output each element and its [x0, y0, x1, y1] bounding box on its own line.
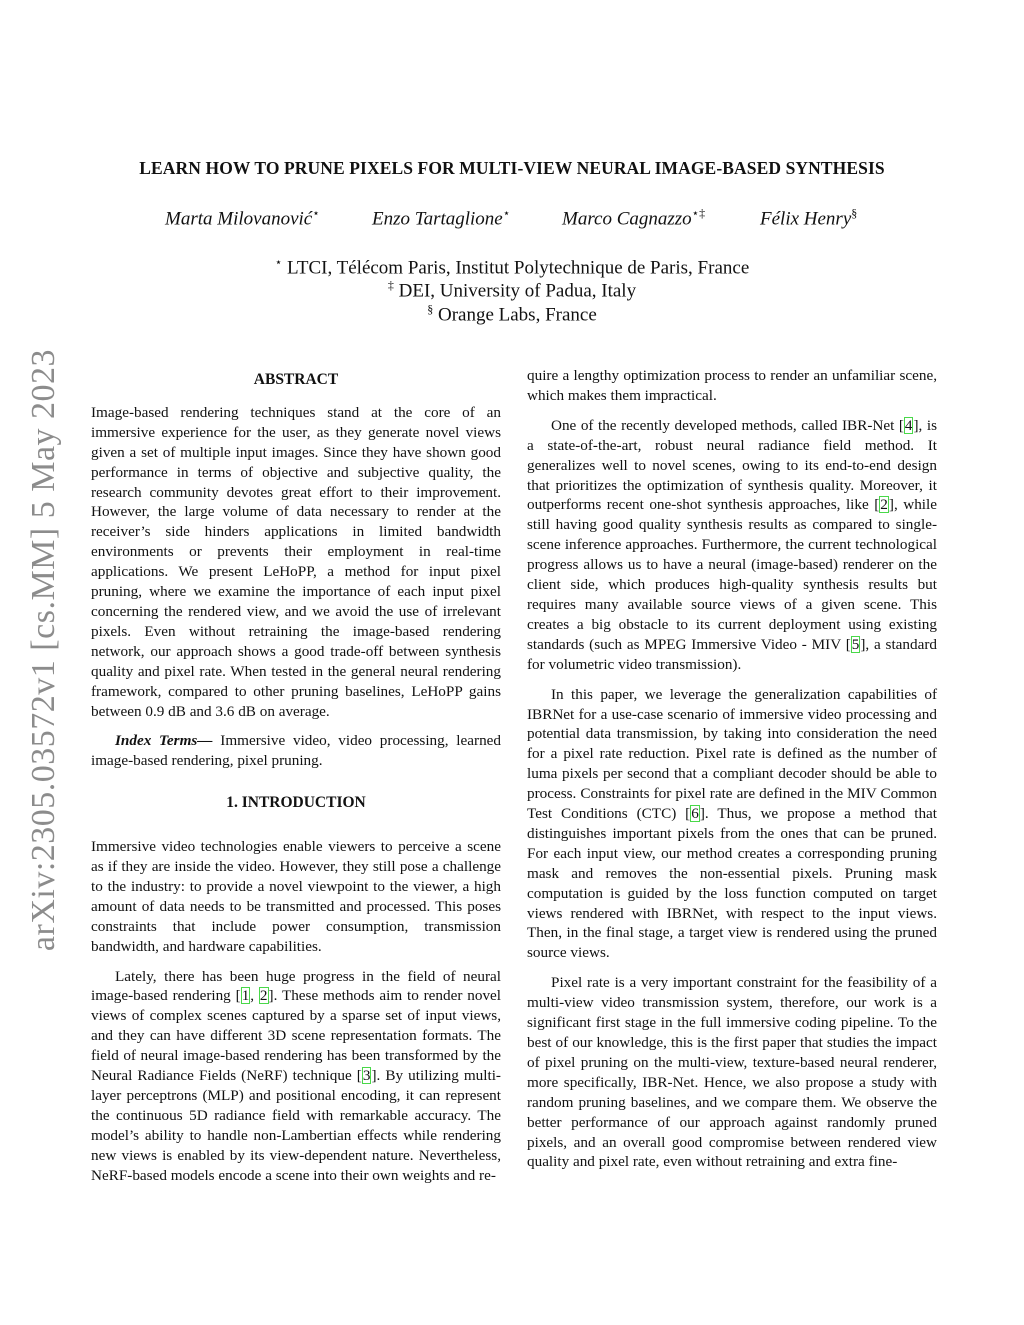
author-3: Marco Cagnazzo⋆‡ [562, 206, 706, 230]
intro-paragraph-1: Immersive video technologies enable viewers to perceive a scene as if they are inside the video. However, they still pose a challenge to the industry: to provide a novel viewpoint to the viewer, a high amount of data needs to be transmitted and processed. This poses constraints that include power consumption, transmission bandwidth, and hardware capabilities. [91, 838, 501, 955]
abstract-heading: ABSTRACT [253, 371, 339, 388]
abstract-text: Image-based rendering techniques stand at the core of an immersive experience for the user, as they generate novel views given a set of multiple input images. Since they have shown good performance in terms of objective and subjective quality, the research community devotes great effort to their improvement. However, the large volume of data necessary to render at the receiver’s side hinders applications in limited bandwidth environments or prevents their employment in real-time applications. We present LeHoPP, a method for input pixel pruning, where we examine the importance of each input pixel concerning the rendered view, and we avoid the use of irrelevant pixels. Even without retraining the image-based rendering network, our approach shows a good trade-off between synthesis quality and pixel rate. When tested in the general neural rendering framework, compared to other pruning baselines, LeHoPP gains between 0.9 dB and 3.6 dB on average. [91, 403, 501, 720]
index-terms [91, 731, 501, 771]
intro-paragraph-3: One of the recently developed methods, called IBR-Net [4], is a state-of-the-art, robust neural radiance field method. It generalizes well to novel scenes, owing to its end-to-end design that prioritizes the optimization of synthesis quality. Moreover, it outperforms recent one-shot synthesis approaches, like [2], while still having good quality synthesis results as compared to single-scene inference approaches. Furthermore, the current technological progress allows us to have a neural (image-based) renderer on the client side, which produces high-quality synthesis results but requires many available source views of a given scene. This creates a big obstacle to its current deployment using existing standards (such as MPEG Immersive Video - MIV [5], a standard for volumetric video transmission). [527, 416, 938, 673]
citation-link[interactable]: 2 [880, 496, 888, 514]
citation-link[interactable]: 6 [691, 805, 699, 823]
author-4: Félix Henry§ [760, 206, 858, 230]
citation-link[interactable]: 3 [362, 1067, 371, 1085]
intro-paragraph-2: Lately, there has been huge progress in the field of neural image-based rendering [1, 2]. These methods aim to render novel views of complex scenes captured by a sparse set of input views, and they can have different 3D scene representation formats. The field of neural image-based rendering has been transformed by the Neural Radiance Fields (NeRF) technique [3]. By utilizing multi-layer perceptrons (MLP) and positional encoding, it can represent the continuous 5D radiance field with remarkable accuracy. The model’s ability to handle non-Lambertian effects while rendering new views is enabled by its view-dependent nature. Nevertheless, NeRF-based models encode a scene into their own weights and re- [91, 967, 501, 1184]
affiliation-3: § Orange Labs, France [427, 302, 597, 326]
left-column [91, 366, 501, 1196]
right-column [527, 366, 937, 1182]
introduction-heading: 1. INTRODUCTION [226, 794, 366, 812]
author-list [0, 206, 1024, 234]
index-terms-label: Index Terms— [115, 732, 213, 750]
affiliation-1: ⋆ LTCI, Télécom Paris, Institut Polytechnique de Paris, France [274, 255, 750, 279]
arxiv-identifier [26, 340, 62, 960]
arxiv-identifier-text: arXiv:2305.03572v1 [cs.MM] 5 May 2023 [25, 348, 62, 952]
intro-paragraph-5: Pixel rate is a very important constraint for the feasibility of a multi-view video transmission system, therefore, our work is a significant first stage in the full immersive coding pipeline. To the best of our knowledge, this is the first paper that studies the impact of pixel pruning on the multi-view, texture-based neural renderer, more specifically, IBR-Net. Hence, we also propose a study with random pruning baselines, and we compare them. We observe the better performance of our approach against randomly pruned pixels, and an overall good compromise between rendered view quality and pixel rate, even without retraining and extra fine- [527, 974, 937, 1171]
citation-link[interactable]: 2 [259, 987, 268, 1005]
intro-paragraph-4: In this paper, we leverage the generalization capabilities of IBRNet for a use-case scenario of immersive video processing and potential data transmission, by taking into consideration the need for a pixel rate reduction. Pixel rate is defined as the number of luma pixels per second that a compliant decoder should be able to process. Constraints for pixel rate are defined in the MIV Common Test Conditions (CTC) [6]. Thus, we propose a method that distinguishes important pixels from the ones that can be pruned. For each input view, our method creates a corresponding pruning mask and removes the non-essential pixels. Pruning mask computation is guided by the loss function computed on target views rendered with IBRNet, with respect to the input views. Then, in the final stage, a target view is rendered using the pruned source views. [527, 685, 937, 962]
affiliation-2: ‡ DEI, University of Padua, Italy [387, 278, 637, 302]
index-terms-text: Immersive video, video processing, learned image-based rendering, pixel pruning. [91, 732, 501, 770]
author-1: Marta Milovanović⋆ [165, 206, 320, 230]
citation-link[interactable]: 5 [851, 635, 860, 653]
citation-link[interactable]: 1 [241, 987, 250, 1005]
author-2: Enzo Tartaglione⋆ [372, 206, 511, 230]
citation-link[interactable]: 4 [904, 416, 913, 434]
paper-title: LEARN HOW TO PRUNE PIXELS FOR MULTI-VIEW NEURAL IMAGE-BASED SYNTHESIS [139, 158, 885, 178]
intro-paragraph-2-continued: quire a lengthy optimization process to render an unfamiliar scene, which makes them impractical. [527, 367, 937, 404]
